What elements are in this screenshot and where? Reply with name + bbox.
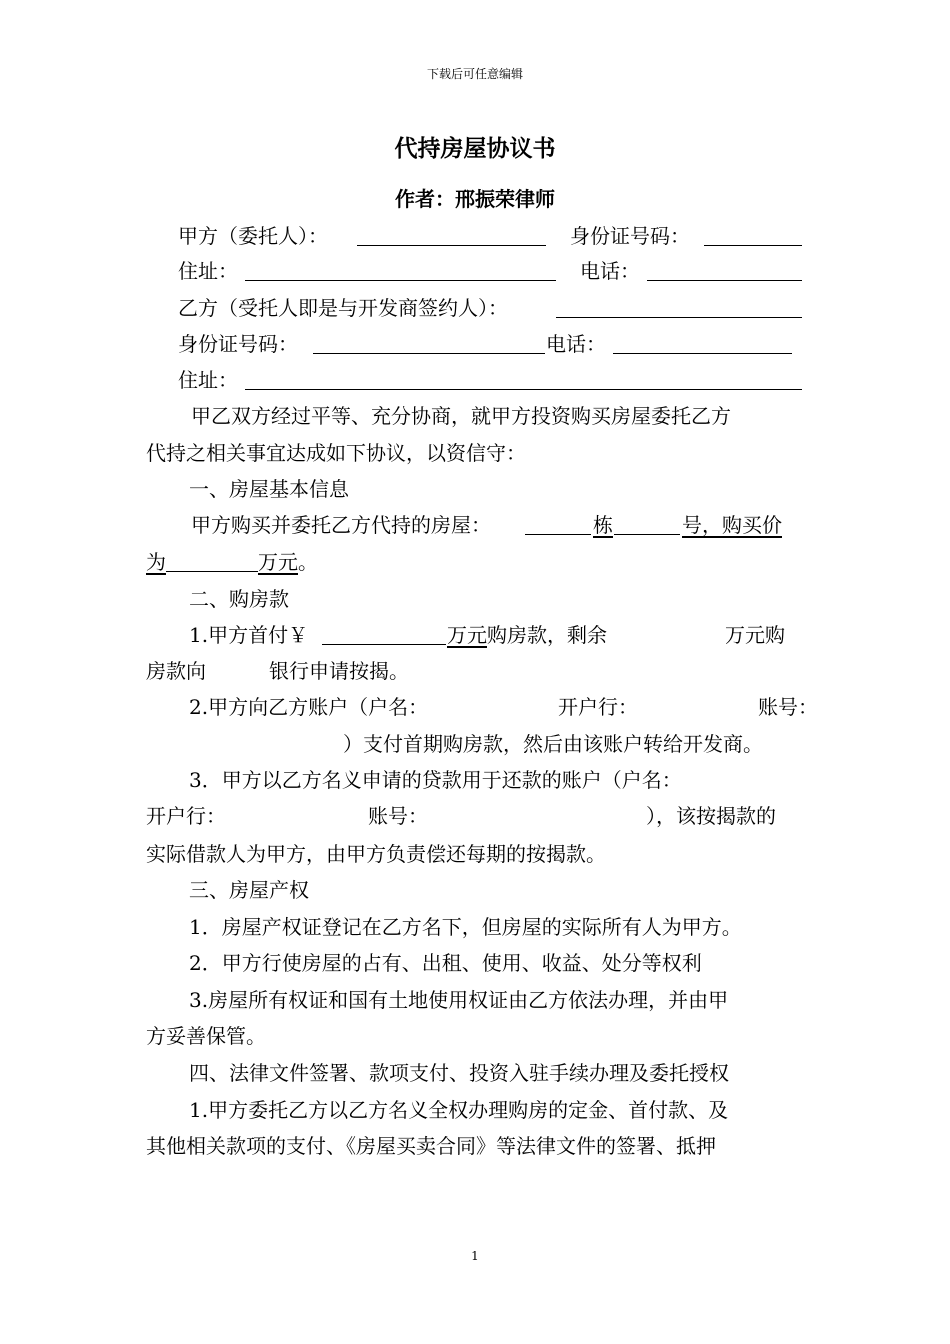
party-a-id-label: 身份证号码： — [570, 224, 690, 248]
page-number: 1 — [471, 1249, 479, 1263]
section-1-heading-text: 一、房屋基本信息 — [189, 477, 349, 501]
party-b-label: 乙方（受托人即是与开发商签约人）： — [178, 296, 508, 320]
party-b-address-blank[interactable] — [245, 367, 802, 390]
party-a-id-blank[interactable] — [704, 223, 802, 246]
price-period: 。 — [298, 550, 318, 574]
party-a-address-label: 住址： — [178, 259, 238, 283]
section-3-heading-text: 三、房屋产权 — [189, 878, 309, 902]
intro-text-2: 代持之相关事宜达成如下协议，以资信守： — [146, 441, 526, 465]
party-b-id-blank[interactable] — [313, 331, 545, 354]
party-a-address-blank[interactable] — [245, 258, 556, 281]
repayment-suffix: ），该按揭款的 — [646, 804, 776, 828]
party-a-name-blank[interactable] — [357, 223, 546, 246]
account-payment-text: ）支付首期购房款，然后由该账户转给开发商。 — [343, 732, 763, 756]
party-b-phone-label: 电话： — [546, 332, 606, 356]
building-blank[interactable] — [525, 512, 591, 535]
intro-text-1: 甲乙双方经过平等、充分协商，就甲方投资购买房屋委托乙方 — [191, 404, 731, 428]
loan-bank-prefix: 房款向 — [146, 659, 206, 683]
repayment-number-label: 账号： — [368, 804, 428, 828]
section-3-p1-text: 1．房屋产权证登记在乙方名下，但房屋的实际所有人为甲方。 — [189, 915, 742, 939]
party-a-phone-blank[interactable] — [647, 258, 802, 281]
party-b-id-label: 身份证号码： — [178, 332, 298, 356]
account-name-label: 2.甲方向乙方账户（户名： — [189, 695, 429, 719]
price-label: 号，购买价 — [682, 513, 782, 537]
building-unit-label: 栋 — [593, 513, 613, 537]
price-unit: 万元 — [258, 550, 298, 574]
down-payment-blank[interactable] — [322, 622, 446, 645]
section-4-p1-text-1: 1.甲方委托乙方以乙方名义全权办理购房的定金、首付款、及 — [189, 1098, 729, 1122]
section-3-p3-text-2: 方妥善保管。 — [146, 1024, 266, 1048]
section-3-p3-text-1: 3.房屋所有权证和国有土地使用权证由乙方依法办理，并由甲 — [189, 988, 729, 1012]
price-prefix: 为 — [146, 550, 166, 574]
property-label: 甲方购买并委托乙方代持的房屋： — [191, 513, 491, 537]
repayment-bank-label: 开户行： — [146, 804, 226, 828]
document-author: 作者：邢振荣律师 — [395, 187, 555, 211]
section-4-p1-text-2: 其他相关款项的支付、《房屋买卖合同》等法律文件的签署、抵押 — [146, 1134, 716, 1158]
account-bank-label: 开户行： — [558, 695, 638, 719]
remaining-label: 购房款，剩余 — [487, 623, 607, 647]
party-a-phone-label: 电话： — [580, 259, 640, 283]
header-note: 下载后可任意编辑 — [426, 67, 523, 81]
unit-blank[interactable] — [614, 512, 680, 535]
down-payment-unit: 万元 — [447, 623, 487, 647]
document-title: 代持房屋协议书 — [394, 136, 556, 162]
party-b-phone-blank[interactable] — [613, 331, 792, 354]
section-2-heading-text: 二、购房款 — [189, 587, 289, 611]
loan-bank-suffix: 银行申请按揭。 — [269, 659, 409, 683]
down-payment-label: 1.甲方首付￥ — [189, 623, 309, 647]
remaining-unit: 万元购 — [725, 623, 785, 647]
price-blank[interactable] — [166, 549, 258, 572]
section-3-p2-text: 2．甲方行使房屋的占有、出租、使用、收益、处分等权利 — [189, 951, 702, 975]
party-b-name-blank[interactable] — [556, 295, 802, 318]
account-number-label: 账号： — [758, 695, 818, 719]
repayment-borrower-text: 实际借款人为甲方，由甲方负责偿还每期的按揭款。 — [146, 842, 606, 866]
party-b-address-label: 住址： — [178, 368, 238, 392]
party-a-label: 甲方（委托人）： — [178, 224, 328, 248]
repayment-account-text: 3．甲方以乙方名义申请的贷款用于还款的账户（户名： — [189, 768, 682, 792]
section-4-heading-text: 四、法律文件签署、款项支付、投资入驻手续办理及委托授权 — [189, 1061, 729, 1085]
